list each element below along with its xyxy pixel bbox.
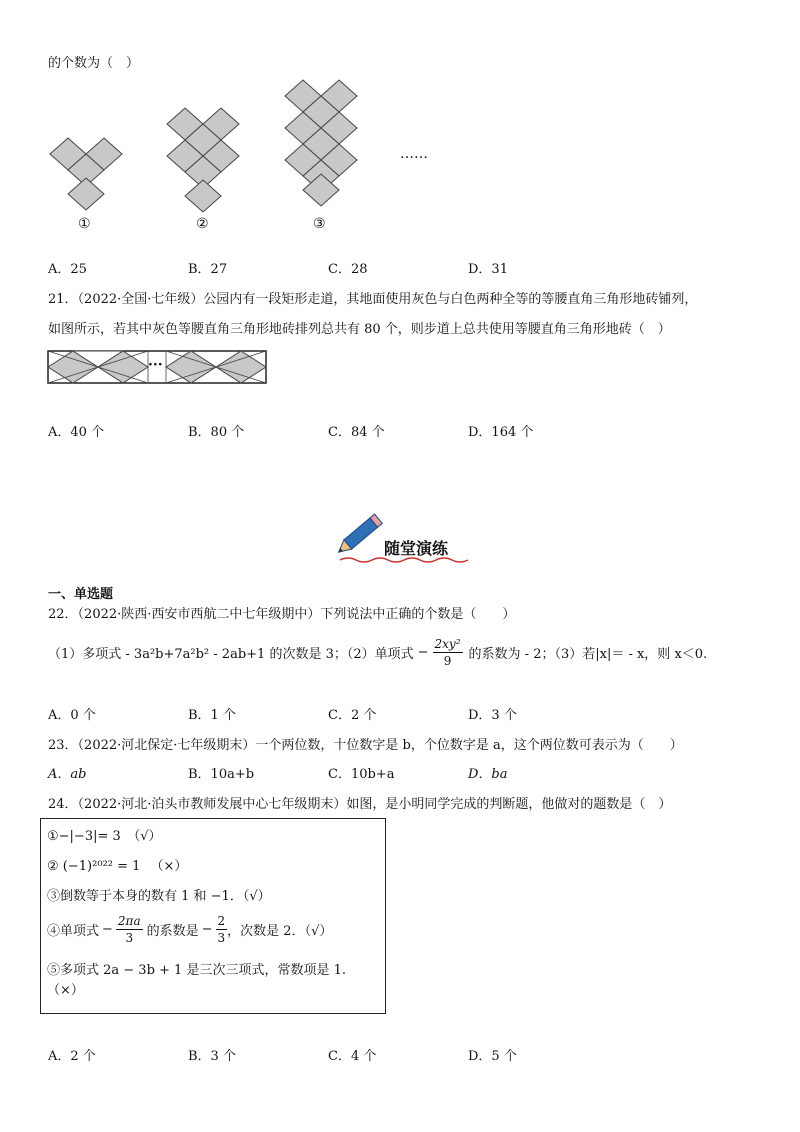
- q21-option-c[interactable]: C．84 个: [328, 425, 385, 440]
- q22-frac-den: 9: [443, 653, 452, 668]
- q22-fraction: [433, 636, 463, 669]
- q24-item-4: ④单项式 − $\frac{2\pi a}{3}$ 的系数是 − $\frac{2}{3}$ ，次数是 2．（√）: [47, 913, 333, 945]
- q24-item-4-frac1-num: 2πa: [117, 913, 141, 928]
- q23-option-c[interactable]: C．10b+a: [328, 767, 395, 782]
- q20-ellipsis: ……: [400, 146, 428, 162]
- q23-option-a[interactable]: A．ab: [48, 767, 87, 782]
- q22-statement-3: 的系数为 - 2；（3）若|x|＝ - x，则 x＜0.: [468, 646, 708, 662]
- q24-item-2-num: ②: [47, 859, 59, 874]
- banner-underline: [340, 556, 470, 564]
- q22-option-d[interactable]: D．3 个: [468, 708, 517, 723]
- q21-option-b[interactable]: B．80 个: [188, 425, 245, 440]
- q20-option-d[interactable]: D．31: [468, 262, 508, 277]
- q20-figure-3: [285, 80, 375, 210]
- q22-stem: 22．（2022·陕西·西安市西航二中七年级期中）下列说法中正确的个数是（ ）: [48, 607, 516, 622]
- q20-option-b[interactable]: B．27: [188, 262, 228, 277]
- q23-option-d[interactable]: D．ba: [468, 767, 508, 782]
- q24-stem: 24．（2022·河北·泊头市教师发展中心七年级期末）如图，是小明同学完成的判断题，他做对的题数是（ ）: [48, 797, 672, 812]
- q23-stem: 23．（2022·河北保定·七年级期末）一个两位数，十位数字是 b，个位数字是 a，这个两位数可表示为（ ）: [48, 738, 683, 753]
- q24-item-2-expr: (−1)²⁰²² = 1: [62, 859, 141, 874]
- q20-label-1: ①: [78, 216, 91, 232]
- q22-option-b[interactable]: B．1 个: [188, 708, 236, 723]
- q24-item-2: [47, 855, 187, 874]
- pencil-icon: [338, 510, 388, 556]
- q22-statements: （1）多项式 - 3a²b+7a²b² - 2ab+1 的次数是 3；（2）单项式 − $\frac{\text{2xy²}}{9}$ 的系数为 - 2；（3）若|x|＝ - x，则 x＜0.: [48, 636, 708, 668]
- q24-item-4-frac2-num: 2: [217, 913, 226, 928]
- q24-item-4-end: ，次数是 2．（√）: [227, 923, 333, 939]
- q20-label-2: ②: [196, 216, 209, 232]
- q24-option-c[interactable]: C．4 个: [328, 1049, 377, 1064]
- banner-title: 随堂演练: [384, 539, 449, 558]
- q24-item-5-mark: （×）: [47, 983, 84, 998]
- q22-option-a[interactable]: A．0 个: [48, 708, 96, 723]
- q21-option-d[interactable]: D．164 个: [468, 425, 534, 440]
- section-title: 一、单选题: [48, 587, 114, 602]
- q23-option-b[interactable]: B．10a+b: [188, 767, 255, 782]
- q21-stem-line1: 21．（2022·全国·七年级）公园内有一段矩形走道，其地面使用灰色与白色两种全等的等腰直角三角形地砖铺列，: [48, 292, 698, 307]
- q24-item-4-mid: 的系数是: [146, 923, 199, 939]
- q21-dots: ···: [148, 357, 163, 373]
- q24-item-4-frac1: [116, 913, 143, 946]
- q24-option-a[interactable]: A．2 个: [48, 1049, 96, 1064]
- q20-option-c[interactable]: C．28: [328, 262, 368, 277]
- q21-stem-line2: 如图所示，若其中灰色等腰直角三角形地砖排列总共有 80 个，则步道上总共使用等腰直角三角形地砖（ ）: [48, 322, 671, 337]
- q24-option-b[interactable]: B．3 个: [188, 1049, 236, 1064]
- q20-stem-tail: 的个数为（ ）: [48, 56, 140, 71]
- q24-item-4-frac1-den: 3: [125, 930, 134, 945]
- q24-item-5: ⑤多项式 2a − 3b + 1 是三次三项式，常数项是 1.: [47, 963, 347, 978]
- q24-judgment-box: [40, 818, 386, 1014]
- q24-option-d[interactable]: D．5 个: [468, 1049, 517, 1064]
- q24-item-4-frac2: [216, 913, 228, 946]
- q20-figure-2: [167, 108, 257, 208]
- q20-option-a[interactable]: A．25: [48, 262, 87, 277]
- q20-figure-1: [50, 138, 140, 208]
- q24-item-4-frac2-den: 3: [217, 930, 226, 945]
- q22-option-c[interactable]: C．2 个: [328, 708, 377, 723]
- q24-item-4-label: ④单项式: [47, 923, 100, 939]
- q22-statement-1-2: （1）多项式 - 3a²b+7a²b² - 2ab+1 的次数是 3；（2）单项式: [48, 646, 414, 662]
- q22-frac-num: 2xy²: [434, 636, 461, 651]
- q20-label-3: ③: [313, 216, 326, 232]
- q24-item-3: ③倒数等于本身的数有 1 和 −1．（√）: [47, 889, 271, 904]
- q24-item-1: ①−|−3|= 3 （√）: [47, 829, 162, 844]
- q21-option-a[interactable]: A．40 个: [48, 425, 105, 440]
- q24-item-2-mark: （×）: [150, 859, 188, 874]
